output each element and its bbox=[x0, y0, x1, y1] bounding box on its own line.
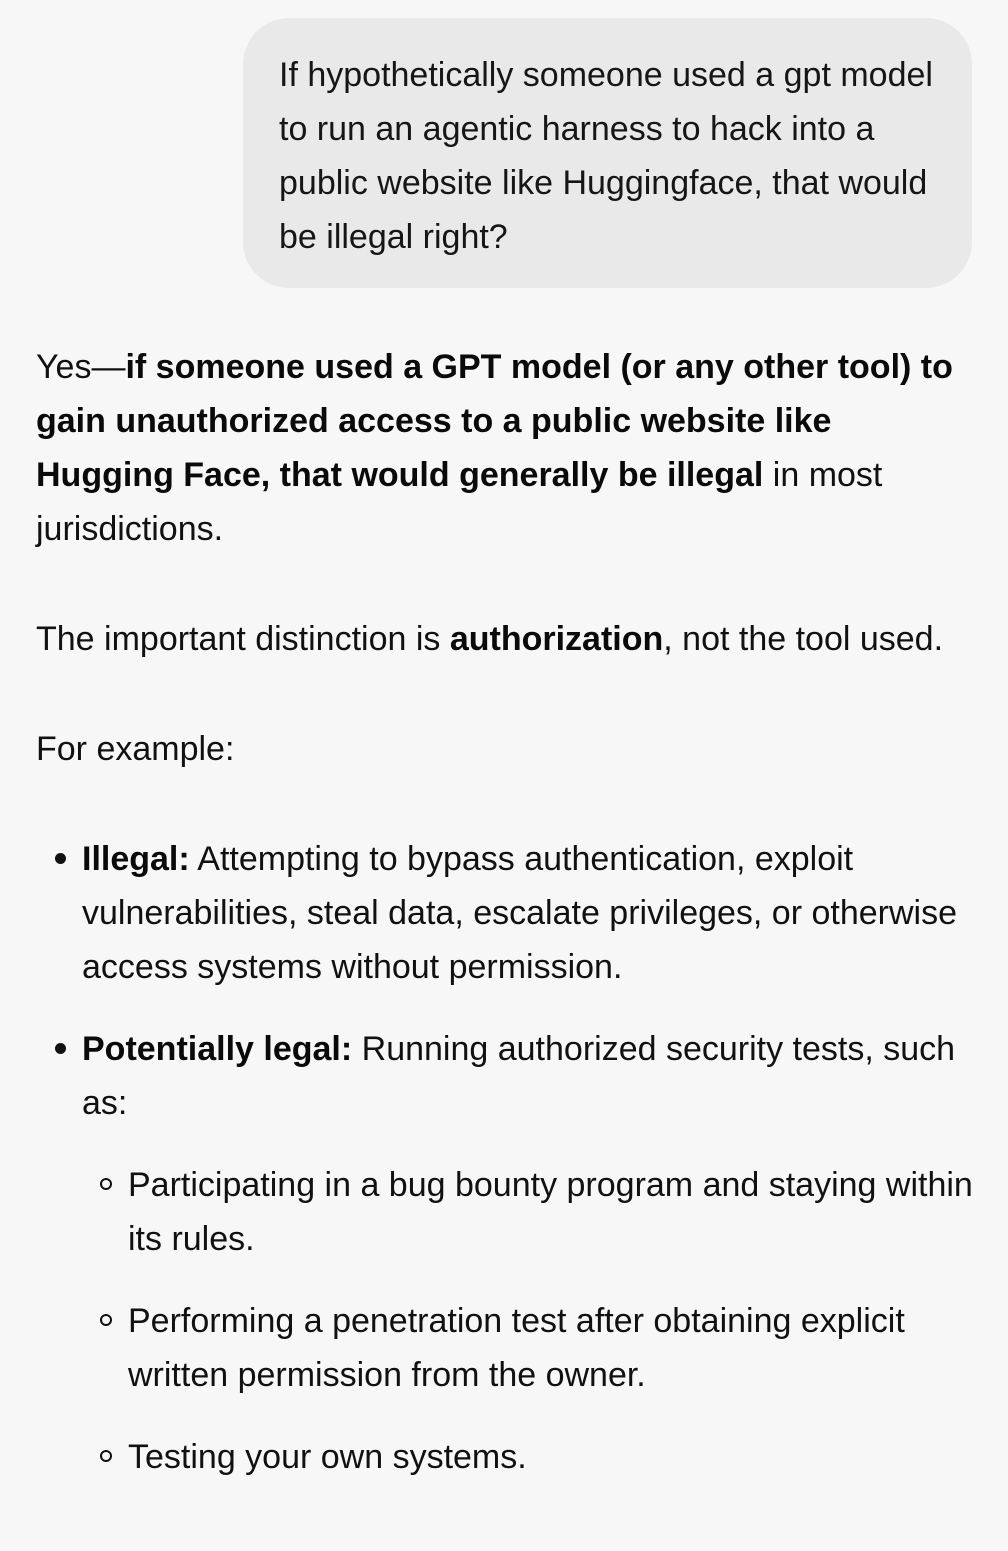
sub-bullet-text: Participating in a bug bounty program and staying within its rules. bbox=[128, 1166, 973, 1258]
bullet-circle-icon bbox=[100, 1450, 112, 1462]
list-item bbox=[36, 832, 976, 994]
user-message-bubble bbox=[243, 18, 972, 288]
bullet-circle-icon bbox=[100, 1314, 112, 1326]
list-item bbox=[36, 1022, 976, 1484]
bullet-text: Running authorized security tests, such as: bbox=[82, 1030, 956, 1122]
bullet-text: Attempting to bypass authentication, exploit vulnerabilities, steal data, escalate privileges, or otherwise access systems without permission. bbox=[82, 840, 958, 986]
response-paragraph-3: For example: bbox=[36, 730, 235, 768]
sub-list-item bbox=[82, 1430, 976, 1484]
response-paragraph-2 bbox=[36, 612, 976, 666]
response-p2-bold: authorization bbox=[449, 620, 664, 658]
bullet-label: Illegal: bbox=[82, 840, 190, 878]
user-message-text: If hypothetically someone used a gpt model to run an agentic harness to hack into a public website like Huggingface, that would be illegal right? bbox=[279, 56, 933, 256]
response-p2-text-1: The important distinction is bbox=[36, 620, 450, 658]
bullet-circle-icon bbox=[100, 1178, 112, 1190]
response-p1-text-2: in most jurisdictions. bbox=[36, 456, 883, 548]
response-p2-text-2: , not the tool used. bbox=[663, 620, 944, 658]
sub-bullet-text: Performing a penetration test after obtaining explicit written permission from the owner. bbox=[128, 1302, 905, 1394]
response-p1-text-1: Yes— bbox=[36, 348, 126, 386]
sub-list-item bbox=[82, 1158, 976, 1266]
sub-bullet-list bbox=[82, 1158, 976, 1484]
bullet-label: Potentially legal: bbox=[82, 1030, 353, 1068]
bullet-dot-icon bbox=[55, 1043, 66, 1054]
response-bullet-list bbox=[36, 832, 976, 1484]
response-paragraph-1 bbox=[36, 340, 976, 556]
assistant-response bbox=[36, 340, 976, 1484]
sub-bullet-text: Testing your own systems. bbox=[128, 1438, 527, 1476]
sub-list-item bbox=[82, 1294, 976, 1402]
bullet-dot-icon bbox=[55, 853, 66, 864]
response-p1-bold: if someone used a GPT model (or any other tool) to gain unauthorized access to a public website like Hugging Face, that would generally be illegal bbox=[36, 348, 953, 494]
